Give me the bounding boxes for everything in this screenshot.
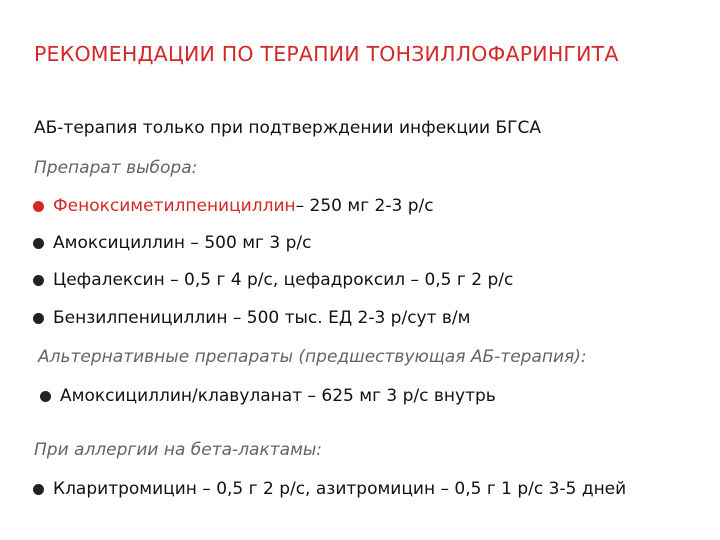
list-item <box>33 196 434 216</box>
preferred-heading: Препарат выбора: <box>34 158 198 178</box>
list-item-text: Амоксициллин/клавуланат – 625 мг 3 р/с внутрь <box>60 386 496 406</box>
alternative-heading: Альтернативные препараты (предшествующая АБ-терапия): <box>38 347 587 367</box>
drug-dosage: – 250 мг 2-3 р/с <box>295 196 434 216</box>
intro-text: АБ-терапия только при подтверждении инфекции БГСА <box>34 118 542 138</box>
slide-title: РЕКОМЕНДАЦИИ ПО ТЕРАПИИ ТОНЗИЛЛОФАРИНГИТА <box>34 42 619 66</box>
list-item <box>33 479 626 499</box>
list-item <box>40 386 496 406</box>
bullet-icon <box>33 275 44 286</box>
list-item <box>33 233 311 253</box>
list-item <box>33 270 513 290</box>
bullet-icon <box>33 238 44 249</box>
list-item-text: Цефалексин – 0,5 г 4 р/с, цефадроксил – 0,5 г 2 р/с <box>53 270 514 290</box>
drug-name: Феноксиметилпенициллин <box>53 196 296 216</box>
list-item-text: Бензилпенициллин – 500 тыс. ЕД 2-3 р/сут в/м <box>53 308 471 328</box>
list-item-text: Амоксициллин – 500 мг 3 р/с <box>53 233 312 253</box>
bullet-icon <box>40 391 51 402</box>
list-item-text: Кларитромицин – 0,5 г 2 р/с, азитромицин – 0,5 г 1 р/с 3-5 дней <box>53 479 627 499</box>
list-item <box>33 308 470 328</box>
bullet-icon <box>33 313 44 324</box>
allergy-heading: При аллергии на бета-лактамы: <box>34 440 323 460</box>
bullet-icon <box>33 201 44 212</box>
bullet-icon <box>33 484 44 495</box>
